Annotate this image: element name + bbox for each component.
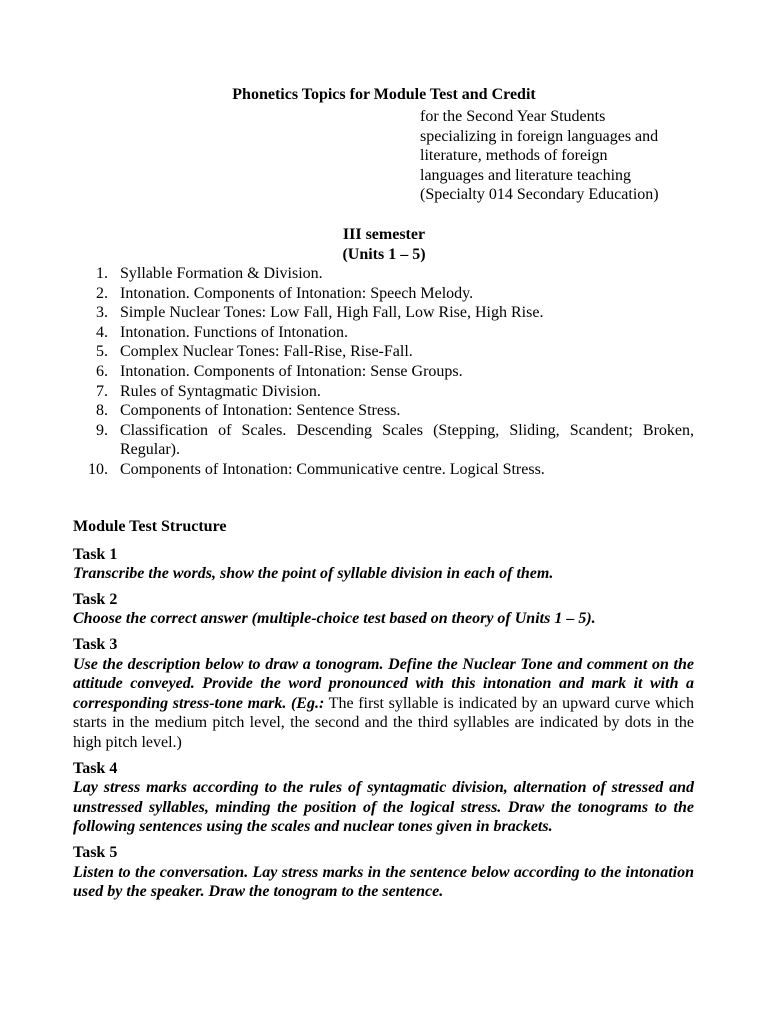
topic-number: 3. — [96, 304, 108, 322]
task-label: Task 3 — [73, 635, 118, 653]
task-instructions — [73, 778, 694, 837]
task-text: Lay stress marks according to the rules of syntagmatic division, alternation of stressed and unstressed syllables, minding the position of the logical stress. Draw the tonograms to the following sentences using the scales and nuclear tones given in brackets. — [73, 779, 694, 836]
topic-item — [72, 323, 694, 343]
task-text: Use the description below to draw a tonogram. Define the Nuclear Tone and comment on the attitude conveyed. Provide the word pronounced with this intonation and mark it with a corresponding stress-tone mark. (Eg.: — [73, 655, 694, 712]
task-block — [73, 635, 694, 753]
topic-item — [72, 460, 694, 480]
task-label: Task 5 — [73, 843, 118, 861]
topic-number: 5. — [96, 343, 108, 361]
topic-item — [72, 401, 694, 421]
topic-item — [72, 382, 694, 402]
topic-text: Intonation. Functions of Intonation. — [120, 323, 348, 341]
page-title: Phonetics Topics for Module Test and Credit — [232, 86, 536, 103]
semester-label: III semester — [342, 226, 426, 243]
task-instructions — [73, 564, 694, 584]
topic-number: 9. — [96, 421, 108, 439]
task-text: Transcribe the words, show the point of syllable division in each of them. — [73, 565, 554, 583]
topic-text: Components of Intonation: Communicative centre. Logical Stress. — [120, 460, 545, 478]
topic-number: 8. — [96, 402, 108, 420]
topic-text: Intonation. Components of Intonation: Sense Groups. — [120, 362, 463, 380]
semester-units: (Units 1 – 5) — [342, 245, 426, 263]
task-block — [73, 545, 694, 584]
task-label: Task 2 — [73, 590, 118, 608]
topic-number: 2. — [96, 284, 108, 302]
task-text-plain: The first syllable is indicated by an upward curve which starts in the medium pitch level, the second and the third syllables are indicated by dots in the high pitch level.) — [73, 694, 694, 751]
task-instructions — [73, 655, 694, 753]
task-block — [73, 590, 694, 629]
structure-heading: Module Test Structure — [73, 518, 227, 535]
topic-number: 7. — [96, 382, 108, 400]
task-label: Task 4 — [73, 759, 118, 777]
topic-item — [72, 362, 694, 382]
topics-list — [72, 264, 694, 480]
task-block — [73, 759, 694, 837]
task-text: Listen to the conversation. Lay stress marks in the sentence below according to the intonation used by the speaker. Draw the tonogram to the sentence. — [73, 863, 694, 901]
topic-number: 6. — [96, 362, 108, 380]
topic-item — [72, 284, 694, 304]
task-instructions — [73, 863, 694, 902]
topic-text: Classification of Scales. Descending Scales (Stepping, Sliding, Scandent; Broken, Regular). — [120, 421, 694, 459]
topic-number: 4. — [96, 323, 108, 341]
topic-number: 1. — [96, 265, 108, 282]
topic-text: Simple Nuclear Tones: Low Fall, High Fall, Low Rise, High Rise. — [120, 304, 544, 322]
topic-item — [72, 342, 694, 362]
module-test-structure — [73, 517, 694, 908]
page-subtitle: for the Second Year Students specializing in foreign languages and literature, methods of foreign languages and literature teaching (Specialty 014 Secondary Education) — [420, 108, 659, 204]
task-text: Choose the correct answer (multiple-choice test based on theory of Units 1 – 5). — [73, 610, 596, 628]
topic-text: Components of Intonation: Sentence Stress. — [120, 402, 401, 420]
topic-text: Intonation. Components of Intonation: Speech Melody. — [120, 284, 474, 302]
task-block — [73, 843, 694, 902]
topic-text: Rules of Syntagmatic Division. — [120, 382, 321, 400]
topic-item — [72, 303, 694, 323]
semester-heading — [0, 225, 768, 264]
topic-number: 10. — [88, 460, 108, 478]
topic-item — [72, 421, 694, 460]
task-instructions — [73, 609, 694, 629]
topic-text: Syllable Formation & Division. — [120, 265, 323, 282]
topic-text: Complex Nuclear Tones: Fall-Rise, Rise-Fall. — [120, 343, 413, 361]
topic-item — [72, 264, 694, 284]
task-label: Task 1 — [73, 545, 118, 563]
